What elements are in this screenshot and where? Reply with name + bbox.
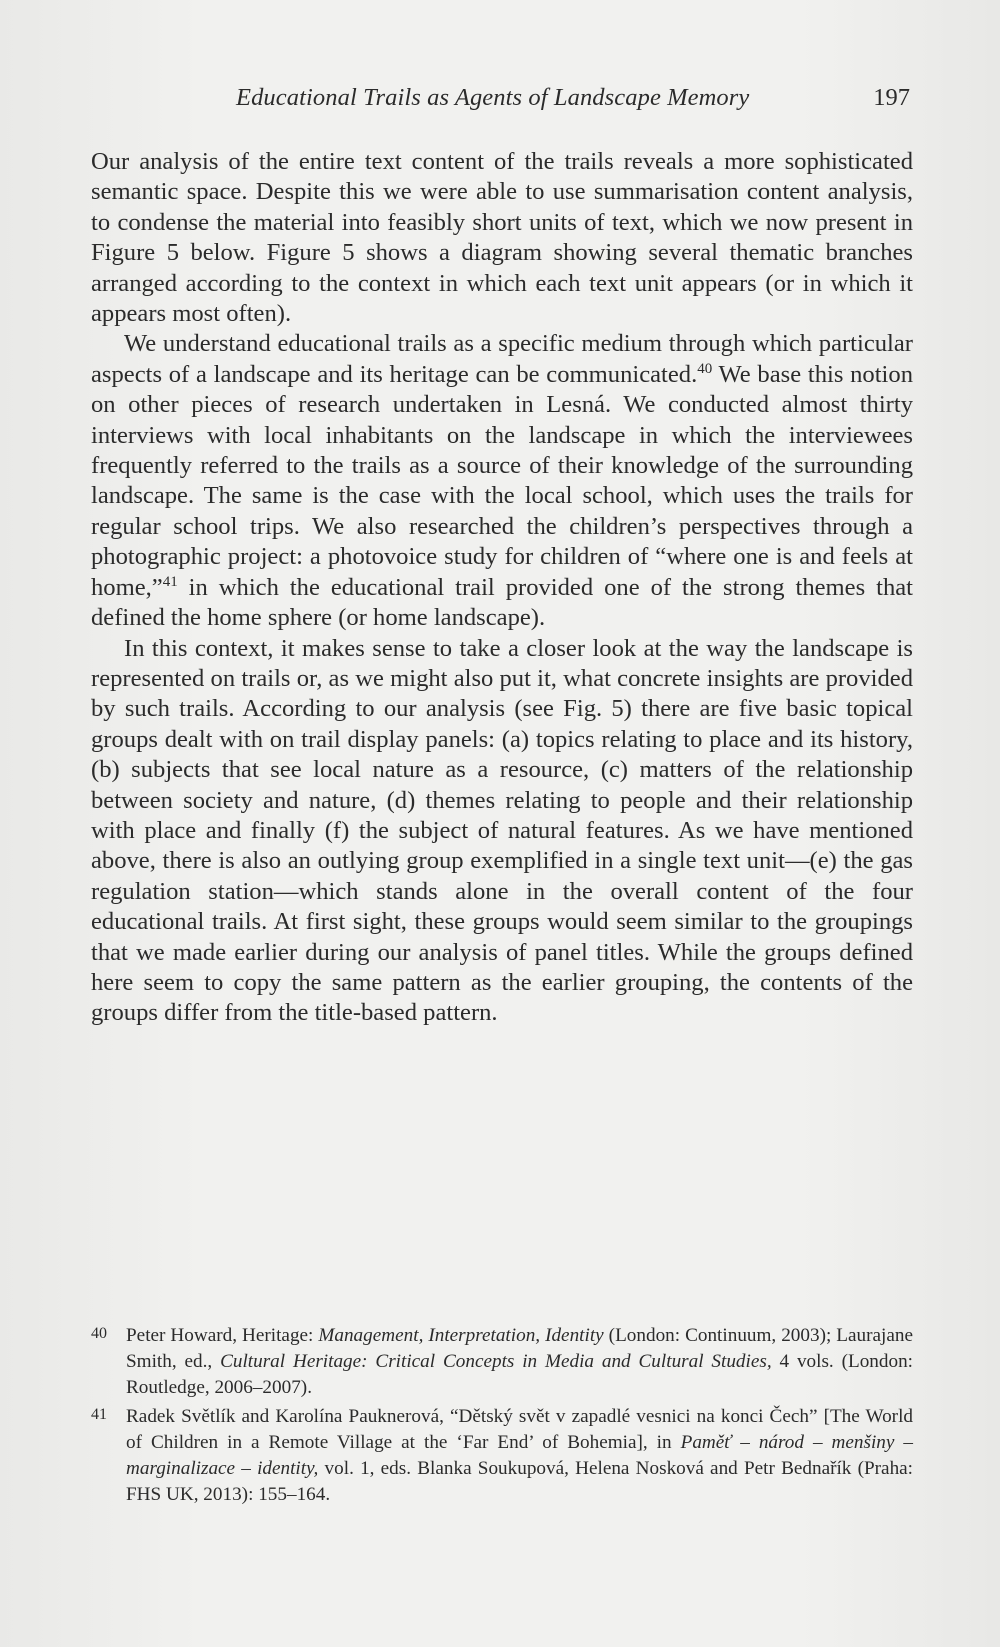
page-number: 197: [873, 84, 910, 111]
footnote-ref-41: 41: [162, 573, 178, 590]
paragraph-2-part-c: in which the educational trail provided one of the strong themes that defined the home sphere (or home landscape).: [91, 573, 913, 632]
footnote-number: 40: [91, 1325, 107, 1342]
paragraph-2: [91, 329, 913, 633]
footnote-text: Radek Světlík and Karolína Pauknerová, “Dětský svět v zapadlé vesnici na konci Čech” [The World of Children in a Remote Village at the ‘Far End’ of Bohemia], in: [126, 1406, 913, 1453]
footnote-text: (London: Continuum, 2003); Laurajane Smith, ed.,: [126, 1325, 913, 1372]
footnotes: [91, 1323, 913, 1511]
footnote-text: 4 vols. (London: Routledge, 2006–2007).: [126, 1351, 913, 1398]
body-text: [91, 147, 913, 1029]
paragraph-1: Our analysis of the entire text content of the trails reveals a more sophisticated semantic space. Despite this we were able to use summarisation content analysis, to condense the material into feasibly short units of text, which we now present in Figure 5 below. Figure 5 shows a diagram showing several thematic branches arranged according to the context in which each text unit appears (or in which it appears most often).: [91, 148, 913, 328]
running-head-title: Educational Trails as Agents of Landscape Memory: [236, 84, 750, 111]
paragraph-3: In this context, it makes sense to take a closer look at the way the landscape is represented on trails or, as we might also put it, what concrete insights are provided by such trails. According to our analysis (see Fig. 5) there are five basic topical groups dealt with on trail display panels: (a) topics relating to place and its history, (b) subjects that see local nature as a resource, (c) matters of the relationship between society and nature, (d) themes relating to people and their relationship with place and finally (f) the subject of natural features. As we have mentioned above, there is also an outlying group exemplified in a single text unit—(e) the gas regulation station—which stands alone in the overall content of the four educational trails. At first sight, these groups would seem similar to the groupings that we made earlier during our analysis of panel titles. While the groups defined here seem to copy the same pattern as the earlier grouping, the contents of the groups differ from the title-based pattern.: [91, 634, 913, 1027]
footnote-ref-40: 40: [697, 360, 713, 377]
footnote-title-italic: Cultural Heritage: Critical Concepts in Media and Cultural Studies,: [220, 1351, 772, 1372]
paragraph-2-part-b: We base this notion on other pieces of research undertaken in Lesná. We conducted almost thirty interviews with local inhabitants on the landscape in which the interviewees frequently referred to the trails as a source of their knowledge of the surrounding landscape. The same is the case with the local school, which uses the trails for regular school trips. We also researched the children’s perspectives through a photographic project: a photovoice study for children of “where one is and feels at home,”: [91, 360, 913, 601]
footnote-title-italic: Paměť – národ – menšiny – marginalizace – identity,: [126, 1432, 913, 1479]
footnote-40: [91, 1323, 913, 1401]
paragraph-2-part-a: We understand educational trails as a specific medium through which particular aspects of a landscape and its heritage can be communicated.: [91, 330, 913, 388]
running-head: [91, 84, 913, 120]
footnote-title-italic: Management, Interpretation, Identity: [318, 1325, 604, 1346]
footnote-41: [91, 1404, 913, 1508]
footnote-text: vol. 1, eds. Blanka Soukupová, Helena Nosková and Petr Bednařík (Praha: FHS UK, 2013): 155–164.: [126, 1458, 914, 1505]
footnote-text: Peter Howard, Heritage:: [126, 1325, 319, 1346]
footnote-number: 41: [91, 1406, 107, 1423]
